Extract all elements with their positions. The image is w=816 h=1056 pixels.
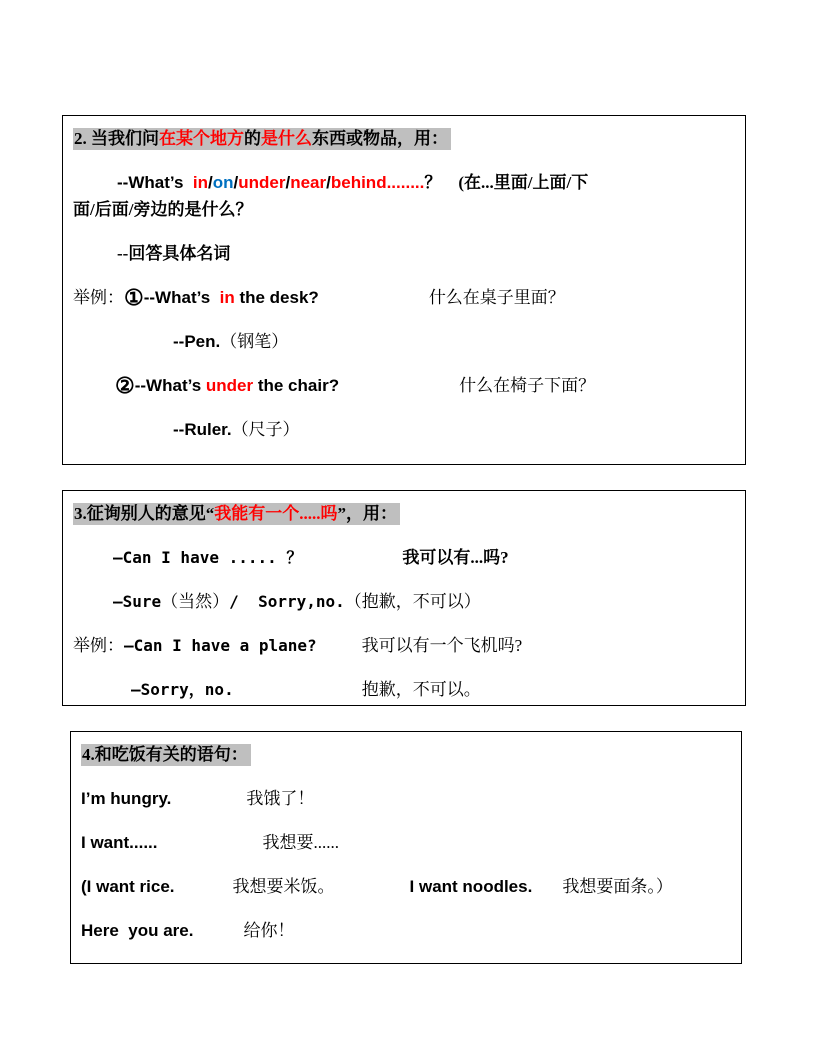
noodles-zh: 我想要面条。） xyxy=(562,877,673,896)
spacer xyxy=(73,187,117,188)
hungry-line xyxy=(81,785,731,812)
can-i-have-pattern-line xyxy=(73,544,735,571)
hungry-en: I’m hungry. xyxy=(81,789,172,808)
example-2-question xyxy=(73,372,735,399)
section-whats-box xyxy=(62,115,746,465)
hungry-zh: 我饿了！ xyxy=(246,789,315,808)
pattern-zh: 我可以有...吗? xyxy=(402,548,509,567)
want-line xyxy=(81,829,731,856)
section-4-heading xyxy=(81,741,731,768)
rice-noodles-line xyxy=(81,873,731,900)
want-zh: 我想要...... xyxy=(262,833,340,852)
dots: ........ xyxy=(386,173,425,192)
heading-text: 2. 当我们问 xyxy=(74,129,159,148)
close-quote: ” xyxy=(337,504,346,523)
ex1-translation: 什么在桌子里面？ xyxy=(428,288,565,307)
plane-question-zh: 我可以有一个飞机吗? xyxy=(361,636,523,655)
heading-red-can-i-have: 我能有一个.....吗 xyxy=(214,504,338,523)
heading-red-somewhere: 在某个地方 xyxy=(159,129,244,148)
ex2-whats: --What’s xyxy=(134,376,206,395)
here-you-are-line xyxy=(81,917,731,944)
heading-text: 东西或物品，用： xyxy=(312,129,448,148)
prep-in: in xyxy=(192,173,208,192)
here-you-are-zh: 给你！ xyxy=(243,921,295,940)
circled-1: ① xyxy=(124,285,144,310)
heading-highlight xyxy=(73,503,400,525)
sorry-zh: （抱歉，不可以） xyxy=(344,592,481,611)
spacer xyxy=(175,891,233,892)
spacer xyxy=(339,390,459,391)
pattern-translation-a: (在...里面/上面/下 xyxy=(441,173,589,192)
rice-en: (I want rice. xyxy=(81,877,175,896)
ex1-answer-en: --Pen. xyxy=(173,332,221,351)
example-1-question xyxy=(73,284,735,311)
sure-sorry-line xyxy=(73,588,735,615)
heading-highlight xyxy=(81,744,251,766)
prep-under: under xyxy=(238,173,286,192)
heading-red-whatis: 是什么 xyxy=(261,129,312,148)
pattern-whats: --What’s xyxy=(117,173,193,192)
open-quote: “ xyxy=(205,504,215,523)
ex2-answer-zh: （尺子） xyxy=(231,420,300,439)
spacer xyxy=(532,891,562,892)
pattern-en: —Can I have ..... ？ xyxy=(113,548,303,567)
heading-text: 的 xyxy=(244,129,261,148)
spacer xyxy=(335,891,410,892)
ex1-prep-in: in xyxy=(219,288,235,307)
plane-question-en: —Can I have a plane? xyxy=(124,636,317,655)
section-3-heading xyxy=(73,500,735,527)
slash: / xyxy=(233,173,239,192)
ex1-whats: --What’s xyxy=(143,288,220,307)
example-plane-question xyxy=(73,632,735,659)
example-1-answer xyxy=(73,328,735,355)
example-label: 举例： xyxy=(73,288,124,307)
sorry-en: / Sorry,no. xyxy=(229,592,345,611)
spacer xyxy=(158,847,263,848)
slash: / xyxy=(326,173,331,192)
example-2-answer xyxy=(73,416,735,443)
heading-text: 3.征询别人的意见 xyxy=(74,504,206,523)
question-mark: ？ xyxy=(424,173,442,192)
section-eating-box xyxy=(70,731,742,964)
whats-pattern-line xyxy=(73,169,735,223)
spacer xyxy=(302,562,402,563)
slash: / xyxy=(207,173,213,192)
ex2-answer-en: --Ruler. xyxy=(173,420,232,439)
spacer xyxy=(171,803,246,804)
ex1-rest: the desk? xyxy=(234,288,319,307)
rice-zh: 我想要米饭。 xyxy=(232,877,335,896)
example-plane-answer xyxy=(73,676,735,703)
spacer xyxy=(319,302,429,303)
heading-text: 4.和吃饭有关的语句： xyxy=(82,745,248,764)
ex2-rest: the chair? xyxy=(253,376,340,395)
ex2-translation: 什么在椅子下面？ xyxy=(459,376,596,395)
section-can-i-have-box xyxy=(62,490,746,706)
plane-answer-zh: 抱歉，不可以。 xyxy=(361,680,481,699)
sure-en: —Sure xyxy=(113,592,162,611)
prep-behind: behind xyxy=(330,173,387,192)
answer-hint-text: --回答具体名词 xyxy=(117,244,231,263)
plane-answer-en: —Sorry，no. xyxy=(131,680,234,699)
here-you-are-en: Here you are. xyxy=(81,921,194,940)
pattern-translation-b: 面/后面/旁边的是什么？ xyxy=(73,200,253,219)
heading-text: ，用： xyxy=(346,504,397,523)
sure-zh: （当然） xyxy=(161,592,230,611)
want-en: I want...... xyxy=(81,833,158,852)
ex1-answer-zh: （钢笔） xyxy=(220,332,289,351)
prep-on: on xyxy=(212,173,234,192)
noodles-en: I want noodles. xyxy=(409,877,533,896)
prep-near: near xyxy=(290,173,327,192)
ex2-prep-under: under xyxy=(205,376,254,395)
answer-hint-line xyxy=(73,240,735,267)
example-label: 举例： xyxy=(73,636,124,655)
section-2-heading xyxy=(73,125,735,152)
circled-2: ② xyxy=(115,373,135,398)
spacer xyxy=(317,650,362,651)
heading-highlight xyxy=(73,128,451,150)
spacer xyxy=(193,935,243,936)
spacer xyxy=(234,694,362,695)
slash: / xyxy=(285,173,291,192)
